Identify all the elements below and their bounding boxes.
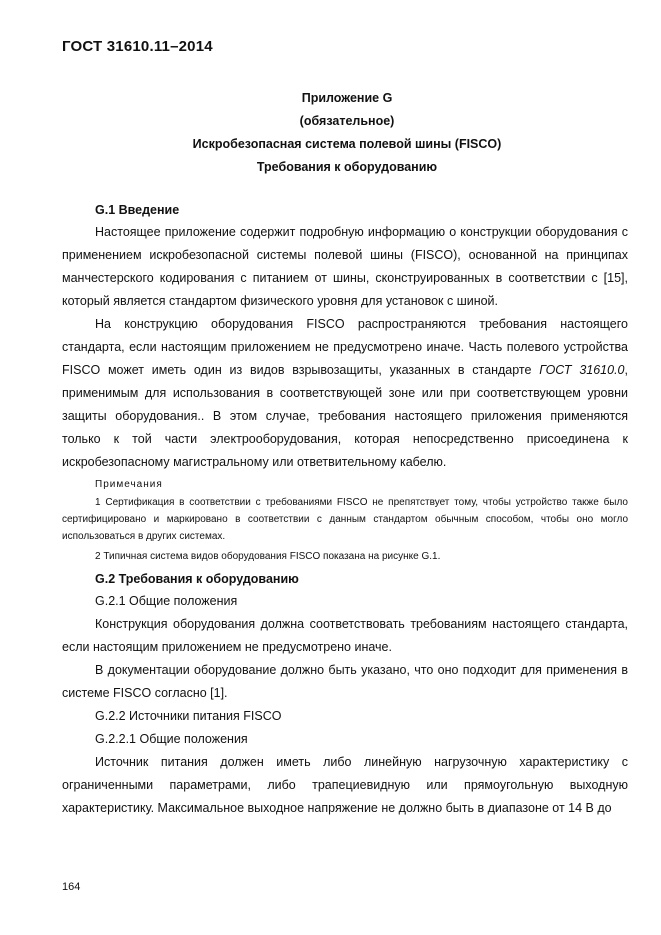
section-heading-g2: G.2 Требования к оборудованию: [95, 572, 299, 586]
subsection-heading: G.2.2 Источники питания FISCO: [95, 709, 282, 723]
annex-status: (обязательное): [299, 114, 395, 128]
paragraph: В документации оборудование должно быть указано, что оно подходит для применения в системе FISCO согласно [1].: [62, 663, 628, 700]
subsection-heading: G.2.2.1 Общие положения: [95, 732, 248, 746]
document-body: [62, 199, 628, 820]
notes-title: Примечания: [95, 479, 163, 490]
paragraph-text: На конструкцию оборудования FISCO распространяются требования настоящего стандарта, если настоящим приложением не предусмотрено иначе. Часть полевого устройства FISCO может иметь один из видов взрывозащиты, указанных в стандарте: [62, 317, 628, 377]
paragraph: Конструкция оборудования должна соответствовать требованиям настоящего стандарта, если настоящим приложением не предусмотрено иначе.: [62, 617, 628, 654]
annex-subtitle: Требования к оборудованию: [256, 160, 438, 174]
paragraph-text: , применимым для использования в соответствующей зоне или при соответствующем уровни защиты оборудования.. В этом случае, требования настоящего приложения применяются только к той части электрооборудования, которая непосредственно присоединена к искробезопасному магистральному или ответвительному кабелю.: [62, 363, 628, 469]
subsection-heading: G.2.1 Общие положения: [95, 594, 238, 608]
page-number: 164: [62, 881, 81, 893]
paragraph: [62, 313, 628, 474]
annex-title: Приложение G: [301, 91, 393, 105]
paragraph: Настоящее приложение содержит подробную информацию о конструкции оборудования с применением искробезопасной системы полевой шины (FISCO), основанной на принципах манчестерского кодирования с питанием от шины, сконструированных в соответствии с [15], который является стандартом физического уровня для установок с шиной.: [62, 225, 628, 308]
note: 1 Сертификация в соответствии с требованиями FISCO не препятствует тому, чтобы устройство также было сертифицировано и маркировано в соответствии с данным стандартом обычным способом, чтобы оно могло использоваться в других системах.: [62, 497, 628, 542]
annex-heading: [62, 87, 632, 179]
section-heading-g1: G.1 Введение: [95, 203, 180, 217]
note: 2 Типичная система видов оборудования FISCO показана на рисунке G.1.: [95, 551, 441, 562]
document-id: ГОСТ 31610.11–2014: [62, 38, 213, 55]
paragraph: Источник питания должен иметь либо линейную нагрузочную характеристику с ограниченными параметрами, либо трапециевидную или прямоугольную выходную характеристику. Максимальное выходное напряжение не должно быть в диапазоне от 14 В до: [62, 755, 628, 815]
annex-subject: Искробезопасная система полевой шины (FISCO): [192, 137, 502, 151]
standard-reference: ГОСТ 31610.0: [539, 363, 625, 377]
